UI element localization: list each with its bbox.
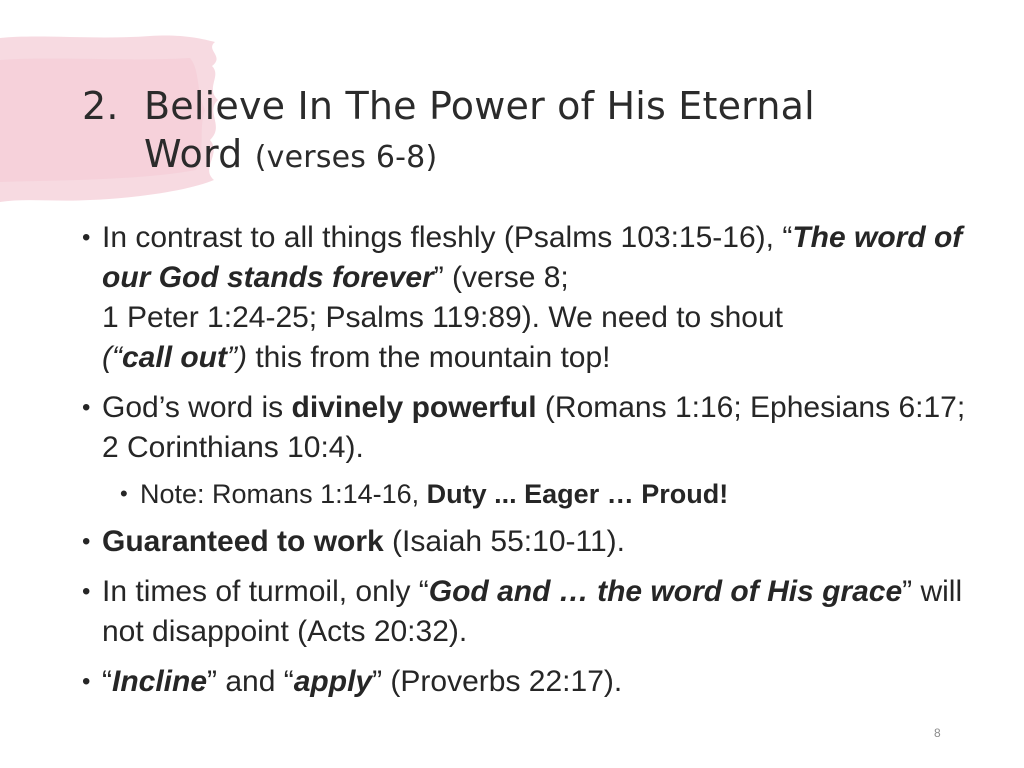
bullet-item: • God’s word is divinely powerful (Romans 1:16; Ephesians 6:17; 2 Corinthians 10:4).: [82, 388, 982, 468]
bullet-item: • “Incline” and “apply” (Proverbs 22:17).: [82, 662, 982, 702]
title-number: 2.: [82, 84, 119, 128]
bullet-item: • In contrast to all things fleshly (Psalms 103:15-16), “The word of our God stands forever” (verse 8; 1 Peter 1:24-25; Psalms 119:89). We need to shout (“call out”) this from the mountain top!: [82, 218, 982, 378]
title-verses: (verses 6-8): [254, 140, 438, 175]
sub-bullet-item: • Note: Romans 1:14-16, Duty ... Eager … Proud!: [120, 476, 982, 512]
bullet-dot: •: [82, 668, 91, 695]
bullet-dot: •: [120, 481, 128, 506]
bullet-list: [82, 218, 982, 712]
bullet-item: • In times of turmoil, only “God and … the word of His grace” will not disappoint (Acts 20:32).: [82, 572, 982, 652]
bullet-dot: •: [82, 528, 91, 555]
bullet-dot: •: [82, 224, 91, 251]
bullet-dot: •: [82, 394, 91, 421]
bullet-item: • Guaranteed to work (Isaiah 55:10-11).: [82, 522, 982, 562]
title-line-1: Believe In The Power of His Eternal: [144, 84, 815, 128]
title-line-2: [144, 130, 962, 182]
slide-title: [82, 82, 962, 182]
page-number: 8: [934, 726, 941, 740]
bullet-dot: •: [82, 578, 91, 605]
title-word: Word: [144, 132, 243, 176]
